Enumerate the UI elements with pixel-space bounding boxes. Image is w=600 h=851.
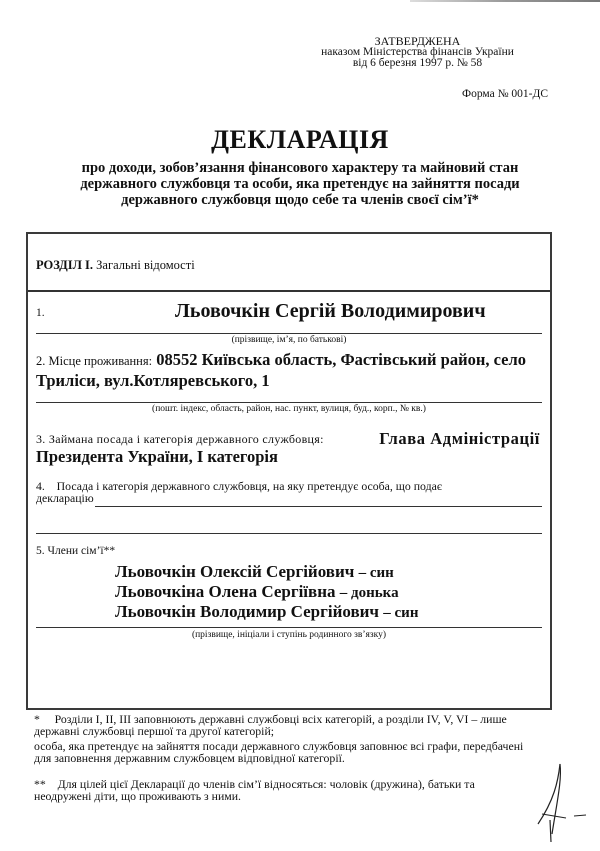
approved-date: від 6 березня 1997 р. № 58 <box>352 57 483 69</box>
form-number: Форма № 001-ДС <box>462 88 549 100</box>
subtitle-line: про доходи, зобов’язання фінансового характеру та майновий стан <box>81 160 519 176</box>
subtitle-line: державного службовця щодо себе та членів своєї сім’ї* <box>121 192 479 208</box>
family-member <box>115 582 399 602</box>
field-2-label: 2. Місце проживання: <box>36 354 153 368</box>
family-member-name: Льовочкіна Олена Сергіївна <box>115 582 336 601</box>
family-member-name: Льовочкін Володимир Сергійович <box>115 602 380 621</box>
field-3-value-line2: Президента України, І категорія <box>36 447 278 466</box>
approval-stamp <box>300 36 535 69</box>
approved-order: наказом Міністерства фінансів України <box>321 46 514 58</box>
document-subtitle <box>60 160 540 208</box>
field-3-label: 3. Займана посада і категорія державного службовця: <box>36 432 324 446</box>
field-4-label-line2: декларацію <box>36 491 94 505</box>
approved-title: ЗАТВЕРДЖЕНА <box>374 34 461 48</box>
field-4-input-line2[interactable] <box>36 533 542 534</box>
footnote-2 <box>34 778 554 802</box>
field-1-full-name: Льовочкін Сергій Володимирович <box>175 300 486 322</box>
subtitle-line: державного службовця та особи, яка претендує на зайняття посади <box>80 176 520 192</box>
field-4-label-line1: 4. Посада і категорія державного службовця, на яку претендує особа, що подає <box>36 479 442 493</box>
field-1-caption: (прізвище, ім’я, по батькові) <box>231 335 347 345</box>
field-1-number: 1. <box>36 307 45 319</box>
field-5-caption: (прізвище, ініціали і ступінь родинного зв’язку) <box>191 630 387 640</box>
document-title: ДЕКЛАРАЦІЯ <box>211 125 389 154</box>
section-divider <box>28 290 550 292</box>
field-2-underline <box>36 402 542 403</box>
footnote-line: для заповнення державним службовцем відповідної категорії. <box>34 751 345 765</box>
field-4-input-line1[interactable] <box>95 506 542 507</box>
field-3-value-line1: Глава Адміністрації <box>379 429 540 448</box>
footnote-1 <box>34 713 554 764</box>
field-2-caption: (пошт. індекс, область, район, нас. пункт, вулиця, буд., корп., № кв.) <box>152 404 426 414</box>
footnote-line: * Розділи І, ІІ, ІІІ заповнюють державні службовці всіх категорій, а розділи IV, V, VI – лише <box>34 712 507 726</box>
family-member-relation: – син <box>358 565 394 581</box>
footnote-line: неодружені діти, що проживають з ними. <box>34 789 241 803</box>
handwritten-signature-icon <box>530 762 590 842</box>
scan-edge-mark <box>410 0 600 2</box>
field-2-value-line1: 08552 Київська область, Фастівський район, село <box>156 350 526 369</box>
section-header <box>36 258 195 273</box>
family-member-name: Льовочкін Олексій Сергійович <box>115 562 355 581</box>
field-5-label: 5. Члени сім’ї** <box>36 545 116 557</box>
family-member <box>115 562 394 582</box>
field-1-underline <box>36 333 542 334</box>
footnote-line: ** Для цілей цієї Декларації до членів сім’ї відносяться: чоловік (дружина), батьки та <box>34 777 475 791</box>
field-4-label <box>36 480 542 504</box>
field-3-position <box>36 430 546 467</box>
field-5-underline <box>36 627 542 628</box>
footnote-line: особа, яка претендує на зайняття посади державного службовця заповнює всі графи, передбачені <box>34 739 524 753</box>
field-2-value-line2: Триліси, вул.Котляревського, 1 <box>36 371 270 390</box>
section-label: РОЗДІЛ І. <box>36 258 94 272</box>
footnote-line: державні службовці першої та другої категорій; <box>34 724 275 738</box>
family-member-relation: – донька <box>339 585 399 601</box>
section-title: Загальні відомості <box>96 258 195 272</box>
family-member-relation: – син <box>383 605 419 621</box>
family-member <box>115 602 418 622</box>
field-2-residence <box>36 350 546 391</box>
